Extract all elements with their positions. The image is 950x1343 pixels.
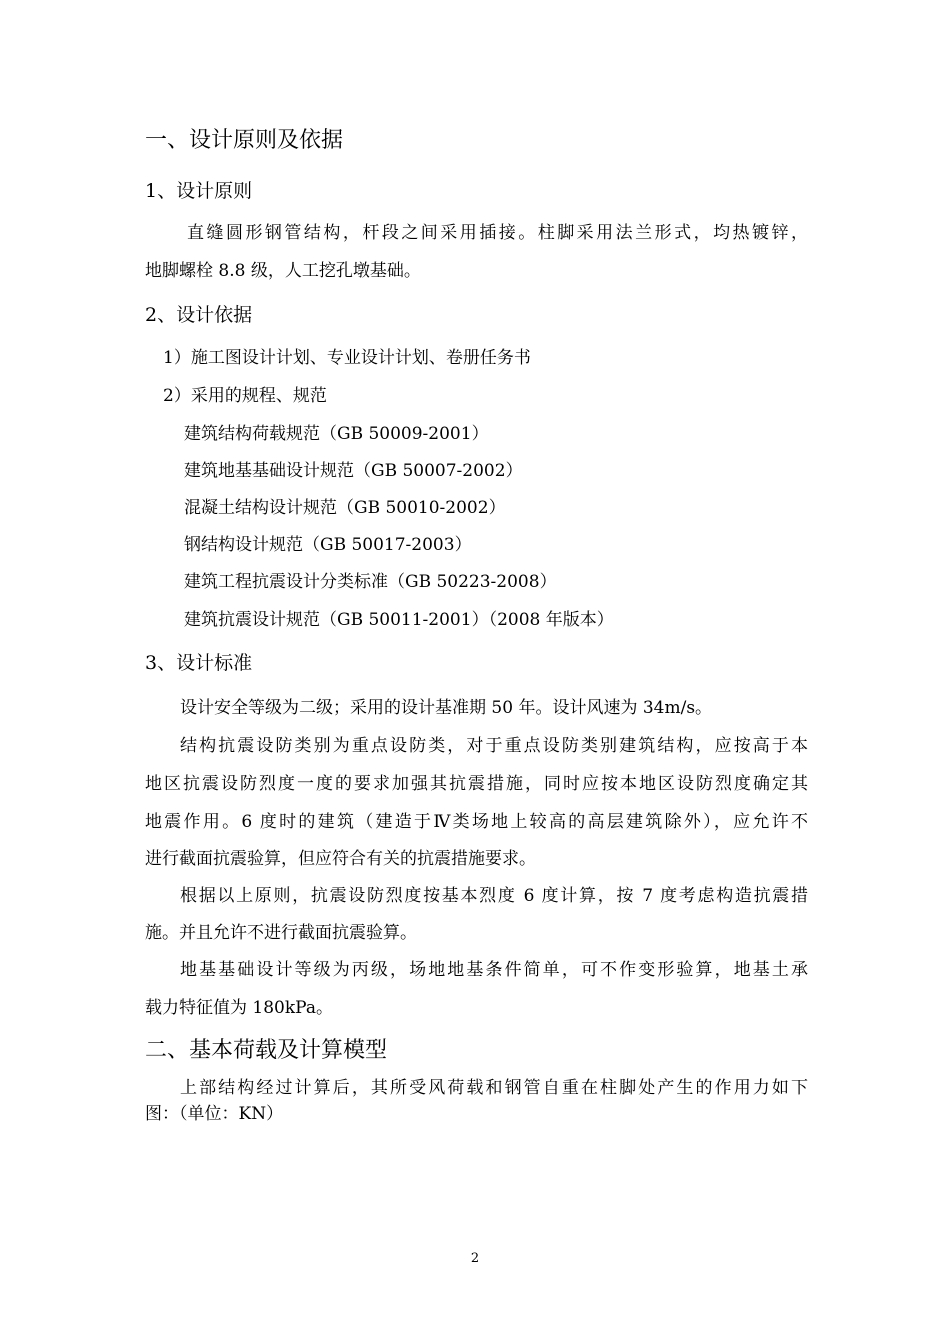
standard-item: 建筑地基基础设计规范（GB 50007-2002） <box>184 461 523 481</box>
standard-item: 建筑抗震设计规范（GB 50011-2001）（2008 年版本） <box>184 610 614 630</box>
page-number: 2 <box>470 1251 480 1266</box>
foundation-line-2: 载力特征值为 180kPa。 <box>145 998 333 1018</box>
subsection-2-heading: 2、设计依据 <box>145 304 253 326</box>
subsection-3-heading: 3、设计标准 <box>145 652 253 674</box>
standard-item: 建筑结构荷载规范（GB 50009-2001） <box>184 424 489 444</box>
basis-item-2: 2）采用的规程、规范 <box>163 386 327 406</box>
subsection-1-heading: 1、设计原则 <box>145 180 253 202</box>
foundation-line-1: 地基基础设计等级为丙级，场地地基条件简单，可不作变形验算，地基土承 <box>180 960 808 980</box>
basis-item-1: 1）施工图设计计划、专业设计计划、卷册任务书 <box>163 348 531 368</box>
section-2-heading: 二、基本荷载及计算模型 <box>145 1038 388 1063</box>
standard-item: 建筑工程抗震设计分类标准（GB 50223-2008） <box>184 572 557 592</box>
section-1-heading: 一、设计原则及依据 <box>145 128 344 153</box>
principle-line-2: 地脚螺栓 8.8 级，人工挖孔墩基础。 <box>145 261 421 281</box>
seismic-line-2: 地区抗震设防烈度一度的要求加强其抗震措施，同时应按本地区设防烈度确定其 <box>145 774 808 794</box>
seismic-line-4: 进行截面抗震验算，但应符合有关的抗震措施要求。 <box>145 849 536 869</box>
standard-item: 混凝土结构设计规范（GB 50010-2002） <box>184 498 506 518</box>
standard-item: 钢结构设计规范（GB 50017-2003） <box>184 535 472 555</box>
load-line-2: 图：（单位：KN） <box>145 1104 284 1124</box>
seismic-line-3: 地震作用。6 度时的建筑（建造于Ⅳ类场地上较高的高层建筑除外），应允许不 <box>145 812 808 832</box>
load-line-1: 上部结构经过计算后，其所受风荷载和钢管自重在柱脚处产生的作用力如下 <box>180 1078 808 1098</box>
intensity-line-2: 施。并且允许不进行截面抗震验算。 <box>145 923 417 943</box>
principle-line-1: 直缝圆形钢管结构，杆段之间采用插接。柱脚采用法兰形式，均热镀锌， <box>187 223 808 243</box>
standard-paragraph-1: 设计安全等级为二级；采用的设计基准期 50 年。设计风速为 34m/s。 <box>180 698 713 718</box>
seismic-line-1: 结构抗震设防类别为重点设防类，对于重点设防类别建筑结构，应按高于本 <box>180 736 808 756</box>
intensity-line-1: 根据以上原则，抗震设防烈度按基本烈度 6 度计算，按 7 度考虑构造抗震措 <box>180 886 808 906</box>
